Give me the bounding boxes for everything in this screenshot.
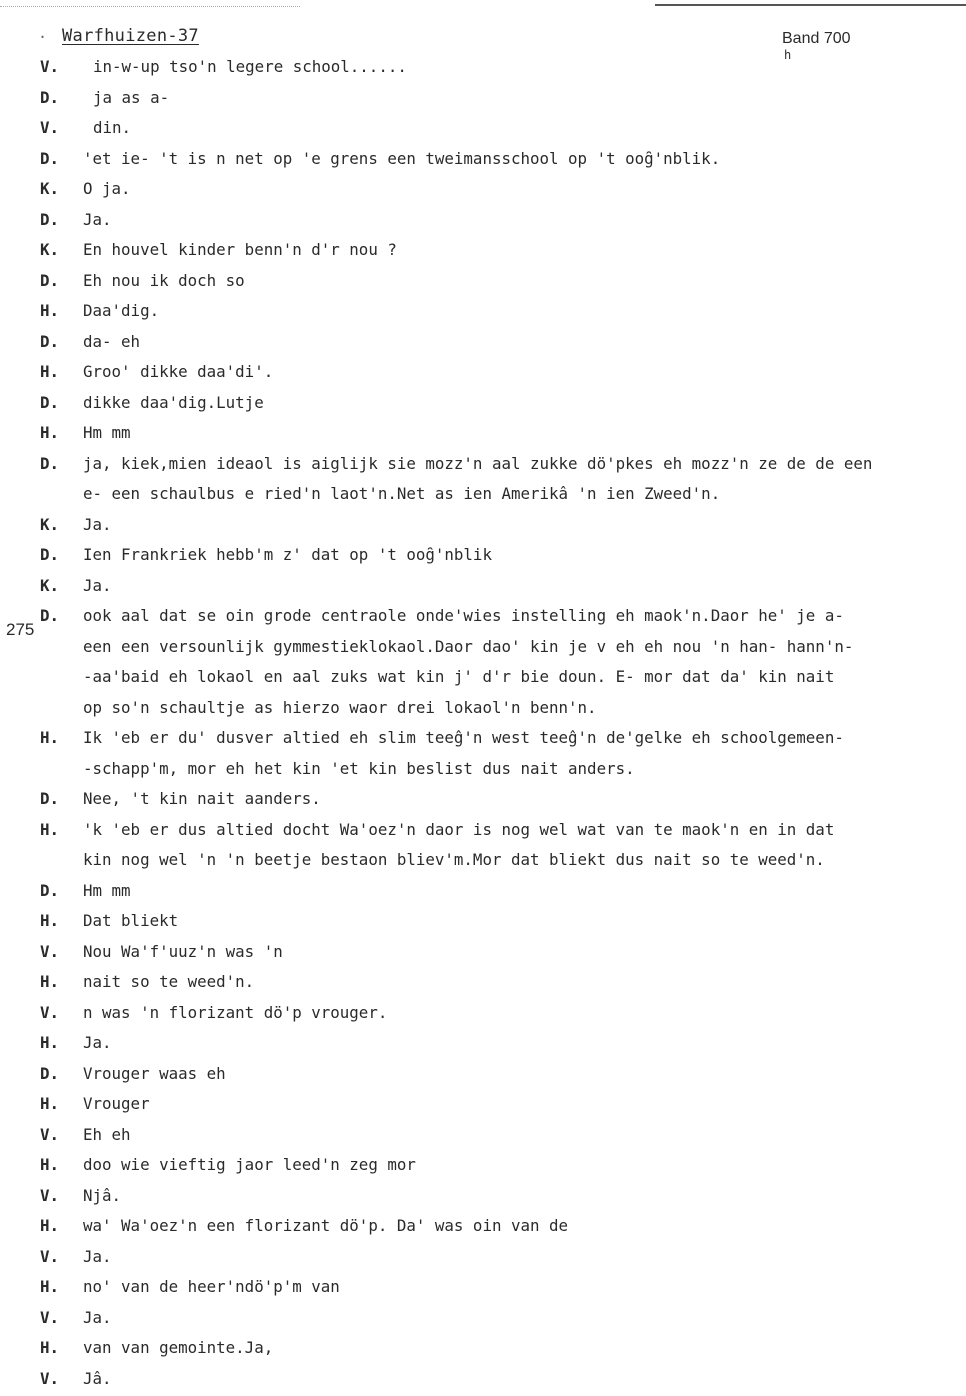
utterance-text: Ja. bbox=[83, 1307, 112, 1327]
speaker-label: K. bbox=[40, 240, 60, 259]
transcript-line bbox=[0, 296, 966, 327]
transcript-line bbox=[0, 1181, 966, 1212]
margin-number: 275 bbox=[6, 620, 35, 639]
transcript-line bbox=[0, 327, 966, 358]
utterance-text: van van gemointe.Ja, bbox=[83, 1338, 274, 1357]
utterance-text: no' van de heer'ndö'p'm van bbox=[83, 1277, 340, 1296]
utterance-text: Vrouger waas eh bbox=[83, 1063, 226, 1083]
speaker-label: D. bbox=[40, 789, 60, 808]
speaker-label: V. bbox=[40, 57, 60, 76]
transcript-line bbox=[0, 479, 966, 510]
transcript-line bbox=[0, 693, 966, 724]
utterance-text: Vrouger bbox=[83, 1094, 150, 1113]
utterance-text: een een versounlijk gymmestieklokaol.Daor dao' kin je v eh eh nou 'n han- hann'n- bbox=[83, 636, 854, 656]
speaker-label: H. bbox=[40, 1155, 60, 1174]
speaker-label: V. bbox=[40, 1124, 60, 1144]
speaker-label: H. bbox=[40, 972, 60, 991]
speaker-label: V. bbox=[40, 1307, 60, 1327]
transcript-line bbox=[0, 1272, 966, 1303]
utterance-text: Jâ. bbox=[83, 1368, 112, 1388]
speaker-label: H. bbox=[40, 1338, 60, 1357]
transcript-line bbox=[0, 1150, 966, 1181]
transcript-line bbox=[0, 876, 966, 907]
utterance-text: Daa'dig. bbox=[83, 301, 160, 320]
utterance-text: Eh eh bbox=[83, 1124, 131, 1144]
transcript-line bbox=[0, 357, 966, 388]
speaker-label: D. bbox=[40, 148, 60, 168]
utterance-text: O ja. bbox=[83, 179, 131, 198]
transcript-line bbox=[0, 449, 966, 480]
speaker-label: D. bbox=[40, 606, 60, 625]
utterance-text: Ja. bbox=[83, 209, 112, 229]
top-dotted-rule bbox=[0, 6, 300, 7]
speaker-label: H. bbox=[40, 1094, 60, 1113]
page-title: Warfhuizen-37 bbox=[62, 26, 199, 46]
utterance-text: da- eh bbox=[83, 331, 141, 351]
top-rule bbox=[655, 4, 966, 6]
speaker-label: K. bbox=[40, 575, 60, 595]
speaker-label: K. bbox=[40, 514, 60, 534]
transcript-line bbox=[0, 723, 966, 754]
band-label: Band 700 bbox=[782, 30, 851, 47]
speaker-label: D. bbox=[40, 545, 60, 564]
utterance-text: Groo' dikke daa'di'. bbox=[83, 362, 274, 381]
utterance-text: in-w-up tso'n legere school...... bbox=[93, 57, 407, 76]
speaker-label: H. bbox=[40, 911, 60, 930]
transcript-line bbox=[0, 205, 966, 236]
utterance-text: Dat bliekt bbox=[83, 911, 179, 930]
transcript-line bbox=[0, 998, 966, 1029]
utterance-text: e- een schaulbus e ried'n laot'n.Net as ien Amerikâ 'n ien Zweed'n. bbox=[83, 484, 721, 503]
transcript-line bbox=[0, 815, 966, 846]
transcript-line bbox=[0, 540, 966, 571]
speaker-label: H. bbox=[40, 1216, 60, 1235]
utterance-text: Ja. bbox=[83, 1246, 112, 1266]
speaker-label: D. bbox=[40, 880, 60, 900]
speaker-label: D. bbox=[40, 392, 60, 412]
utterance-text: ook aal dat se oin grode centraole onde'wies instelling eh maok'n.Daor he' je a- bbox=[83, 606, 844, 625]
utterance-text: Njâ. bbox=[83, 1185, 122, 1205]
speaker-label: V. bbox=[40, 1185, 60, 1205]
transcript-line bbox=[0, 1059, 966, 1090]
speaker-label: H. bbox=[40, 362, 60, 381]
utterance-text: Ja. bbox=[83, 575, 112, 595]
speaker-label: V. bbox=[40, 1246, 60, 1266]
utterance-text: Ja. bbox=[83, 1033, 112, 1052]
transcript-line bbox=[0, 510, 966, 541]
transcript-line bbox=[0, 662, 966, 693]
speaker-label: D. bbox=[40, 1063, 60, 1083]
utterance-text: dikke daa'dig.Lutje bbox=[83, 392, 264, 412]
speaker-label: H. bbox=[40, 301, 60, 320]
transcript-line bbox=[0, 144, 966, 175]
transcript-line bbox=[0, 266, 966, 297]
speaker-label: V. bbox=[40, 1368, 60, 1388]
transcript-line bbox=[0, 906, 966, 937]
utterance-text: doo wie vieftig jaor leed'n zeg mor bbox=[83, 1155, 416, 1174]
transcript-line bbox=[0, 1028, 966, 1059]
speaker-label: V. bbox=[40, 941, 60, 961]
speaker-label: H. bbox=[40, 1277, 60, 1296]
transcript-line bbox=[0, 235, 966, 266]
utterance-text: Nou Wa'f'uuz'n was 'n bbox=[83, 941, 283, 961]
transcript-line bbox=[0, 1242, 966, 1273]
utterance-text: op so'n schaultje as hierzo waor drei lokaol'n benn'n. bbox=[83, 697, 597, 717]
utterance-text: wa' Wa'oez'n een florizant dö'p. Da' was oin van de bbox=[83, 1216, 569, 1235]
transcript-line bbox=[0, 174, 966, 205]
speaker-label: D. bbox=[40, 331, 60, 351]
transcript-line bbox=[0, 784, 966, 815]
speaker-label: V. bbox=[40, 118, 60, 137]
utterance-text: Ja. bbox=[83, 514, 112, 534]
utterance-text: Nee, 't kin nait aanders. bbox=[83, 789, 321, 808]
speaker-label: V. bbox=[40, 1002, 60, 1022]
speaker-label: K. bbox=[40, 179, 60, 198]
utterance-text: En houvel kinder benn'n d'r nou ? bbox=[83, 240, 397, 259]
speaker-label: D. bbox=[40, 87, 60, 107]
utterance-text: 'k 'eb er dus altied docht Wa'oez'n daor is nog wel wat van te maok'n en in dat bbox=[83, 819, 835, 839]
transcript-line bbox=[0, 632, 966, 663]
transcript-line bbox=[0, 571, 966, 602]
transcript-line bbox=[0, 1364, 966, 1395]
transcript-line bbox=[0, 388, 966, 419]
transcript-line bbox=[0, 418, 966, 449]
band-sub-mark: h bbox=[784, 48, 792, 62]
transcript-line bbox=[0, 52, 966, 83]
transcript-line bbox=[0, 1089, 966, 1120]
utterance-text: Hm mm bbox=[83, 423, 131, 442]
utterance-text: Hm mm bbox=[83, 880, 131, 900]
speaker-label: D. bbox=[40, 209, 60, 229]
utterance-text: ja as a- bbox=[93, 87, 170, 107]
utterance-text: din. bbox=[93, 118, 132, 137]
transcript-line bbox=[0, 937, 966, 968]
transcript-line bbox=[0, 1303, 966, 1334]
utterance-text: Ien Frankriek hebb'm z' dat op 't oog̑'nblik bbox=[83, 545, 492, 564]
transcript-line bbox=[0, 967, 966, 998]
transcript-line bbox=[0, 113, 966, 144]
speaker-label: H. bbox=[40, 728, 60, 747]
transcript-line bbox=[0, 83, 966, 114]
header-bullet: · bbox=[38, 28, 48, 46]
transcript-line bbox=[0, 601, 966, 632]
utterance-text: Ik 'eb er du' dusver altied eh slim teeĝ'n west teeĝ'n de'gelke eh schoolgemeen- bbox=[83, 728, 844, 747]
utterance-text: kin nog wel 'n 'n beetje bestaon bliev'm.Mor dat bliekt dus nait so te weed'n. bbox=[83, 850, 825, 869]
utterance-text: Eh nou ik doch so bbox=[83, 270, 245, 290]
utterance-text: 'et ie- 't is n net op 'e grens een tweimansschool op 't oog̑'nblik. bbox=[83, 148, 721, 168]
transcript-line bbox=[0, 1333, 966, 1364]
utterance-text: -aa'baid eh lokaol en aal zuks wat kin j' d'r bie doun. E- mor dat da' kin nait bbox=[83, 667, 835, 686]
utterance-text: ja, kiek,mien ideaol is aiglijk sie mozz'n aal zukke dö'pkes eh mozz'n ze de de een bbox=[83, 453, 873, 473]
utterance-text: -schapp'm, mor eh het kin 'et kin beslist dus nait anders. bbox=[83, 758, 635, 778]
speaker-label: H. bbox=[40, 819, 60, 839]
transcript-line bbox=[0, 1120, 966, 1151]
speaker-label: H. bbox=[40, 1033, 60, 1052]
speaker-label: D. bbox=[40, 453, 60, 473]
transcript-lines bbox=[0, 52, 966, 1394]
transcript-line bbox=[0, 754, 966, 785]
utterance-text: n was 'n florizant dö'p vrouger. bbox=[83, 1002, 388, 1022]
speaker-label: D. bbox=[40, 270, 60, 290]
utterance-text: nait so te weed'n. bbox=[83, 972, 255, 991]
speaker-label: H. bbox=[40, 423, 60, 442]
transcript-line bbox=[0, 845, 966, 876]
transcript-line bbox=[0, 1211, 966, 1242]
